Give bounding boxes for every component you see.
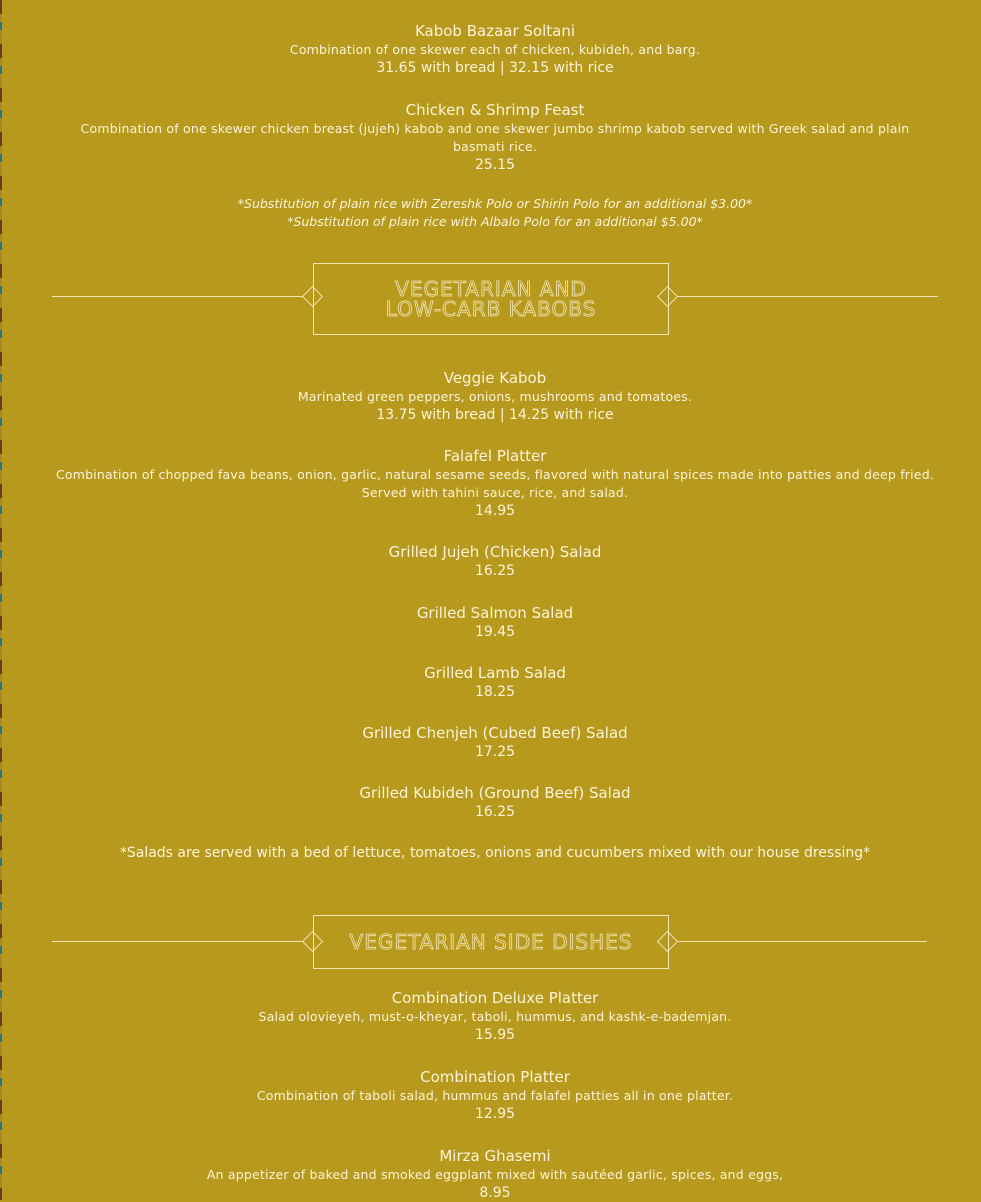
section-divider-line (52, 296, 312, 297)
menu-item (50, 663, 940, 701)
section-divider-line (52, 941, 312, 942)
item-name: Grilled Lamb Salad (424, 664, 566, 682)
menu-item (50, 1146, 940, 1202)
menu-item (50, 783, 940, 821)
item-price: 25.15 (474, 157, 516, 173)
item-description: Combination of chopped fava beans, onion, garlic, natural sesame seeds, flavored with natural spices made into patties and deep fried. Served with tahini sauce, rice, and salad. (55, 467, 935, 500)
item-price: 12.95 (474, 1106, 516, 1122)
item-price: 14.95 (474, 503, 516, 519)
item-price: 16.25 (474, 563, 516, 579)
item-description: Salad olovieyeh, must-o-kheyar, taboli, hummus, and kashk-e-bademjan. (258, 1009, 732, 1024)
item-name: Veggie Kabob (443, 369, 547, 387)
item-name: Kabob Bazaar Soltani (414, 22, 576, 40)
item-name: Chicken & Shrimp Feast (405, 101, 585, 119)
section-header-veg-kabobs (313, 263, 669, 335)
item-name: Combination Deluxe Platter (391, 989, 599, 1007)
item-price: 8.95 (479, 1185, 511, 1201)
item-price: 13.75 with bread | 14.25 with rice (376, 407, 614, 423)
section-divider-line (669, 296, 938, 297)
menu-item (50, 21, 940, 77)
salad-note (50, 843, 940, 863)
item-description: Combination of taboli salad, hummus and falafel patties all in one platter. (256, 1088, 734, 1103)
item-price: 17.25 (474, 744, 516, 760)
menu-item (50, 368, 940, 424)
menu-item (50, 100, 940, 174)
menu-item (50, 1067, 940, 1123)
item-price: 16.25 (474, 804, 516, 820)
menu-item (50, 723, 940, 761)
item-name: Falafel Platter (443, 447, 547, 465)
menu-item (50, 603, 940, 641)
item-name: Grilled Chenjeh (Cubed Beef) Salad (362, 724, 628, 742)
section-title: VEGETARIAN SIDE DISHES (349, 930, 633, 954)
item-description: Marinated green peppers, onions, mushrooms and tomatoes. (297, 389, 693, 404)
menu-item (50, 446, 940, 520)
menu-item (50, 988, 940, 1044)
item-name: Grilled Jujeh (Chicken) Salad (388, 543, 602, 561)
item-name: Mirza Ghasemi (439, 1147, 551, 1165)
item-name: Combination Platter (420, 1068, 570, 1086)
section-header-side-dishes (313, 915, 669, 969)
rice-substitution-notes (50, 195, 940, 231)
item-price: 15.95 (474, 1027, 516, 1043)
item-price: 19.45 (474, 624, 516, 640)
item-price: 18.25 (474, 684, 516, 700)
rice-note: *Substitution of plain rice with Zereshk Polo or Shirin Polo for an additional $3.00* (237, 196, 753, 211)
section-title: VEGETARIAN AND LOW-CARB KABOBS (385, 277, 597, 321)
item-description: Combination of one skewer chicken breast (jujeh) kabob and one skewer jumbo shrimp kabob served with Greek salad and plain basmati rice. (80, 121, 910, 154)
section-divider-line (669, 941, 927, 942)
rice-note: *Substitution of plain rice with Albalo Polo for an additional $5.00* (287, 214, 703, 229)
salad-note-text: *Salads are served with a bed of lettuce, tomatoes, onions and cucumbers mixed with our house dressing* (119, 845, 871, 861)
item-description: Combination of one skewer each of chicken, kubideh, and barg. (289, 42, 701, 57)
item-description: An appetizer of baked and smoked eggplant mixed with sautéed garlic, spices, and eggs, (206, 1167, 784, 1182)
menu-item (50, 542, 940, 580)
item-name: Grilled Kubideh (Ground Beef) Salad (359, 784, 631, 802)
item-price: 31.65 with bread | 32.15 with rice (376, 60, 614, 76)
item-name: Grilled Salmon Salad (416, 604, 574, 622)
page-left-edge (0, 0, 2, 1200)
